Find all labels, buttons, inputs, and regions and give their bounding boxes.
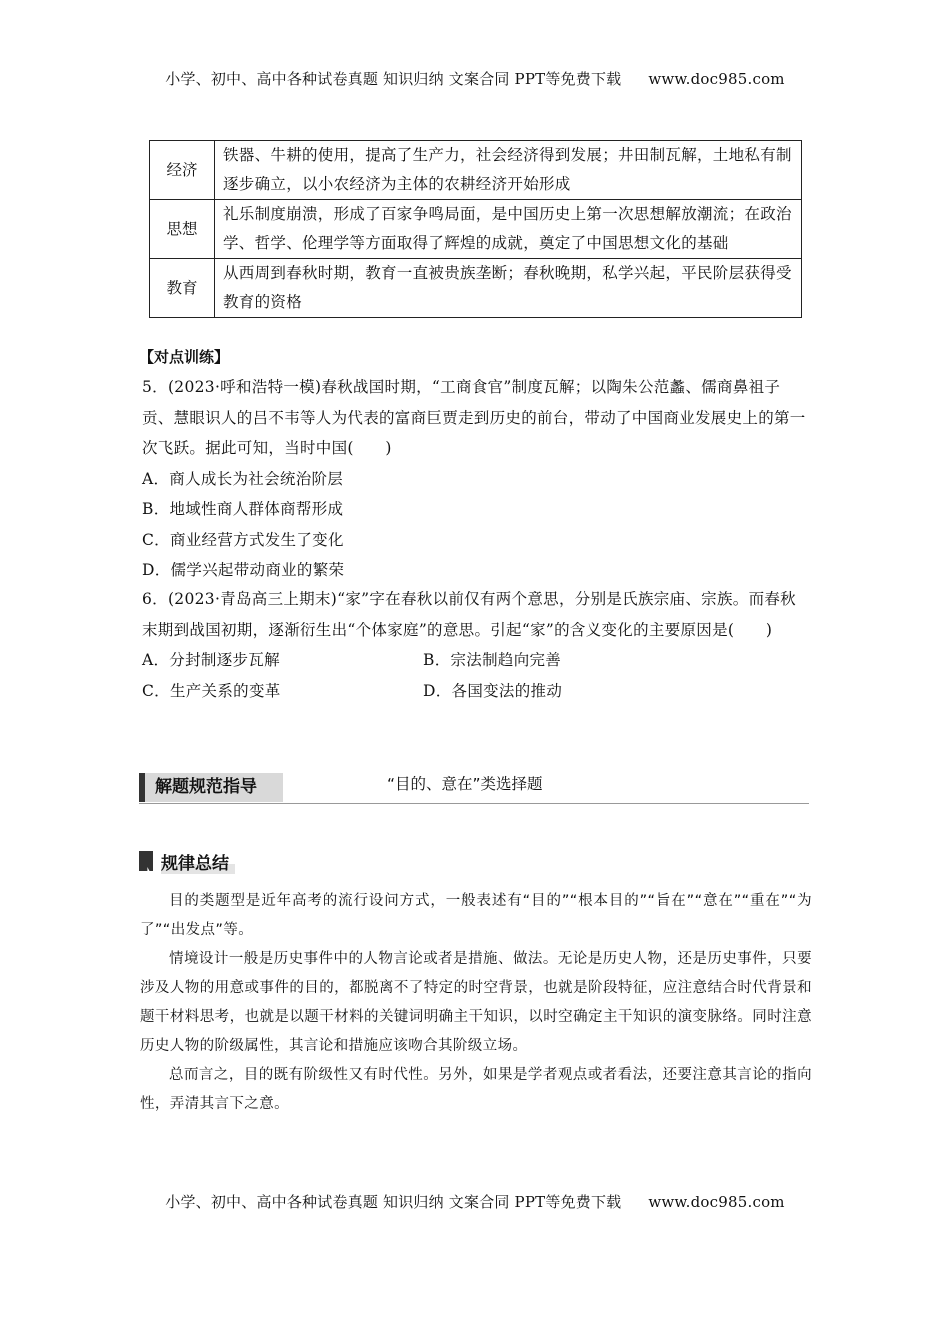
section-banner <box>139 773 809 804</box>
option-d[interactable]: D．各国变法的推动 <box>423 681 563 700</box>
row-value: 礼乐制度崩溃，形成了百家争鸣局面，是中国历史上第一次思想解放潮流；在政治学、哲学、伦理学等方面取得了辉煌的成就，奠定了中国思想文化的基础 <box>215 200 802 259</box>
option-b[interactable]: B．地域性商人群体商帮形成 <box>142 500 344 518</box>
rules-paragraph: 目的类题型是近年高考的流行设问方式，一般表述有“目的”“根本目的”“旨在”“意在”“重在”“为了”“出发点”等。 <box>140 893 812 938</box>
page-header <box>0 68 950 89</box>
footer-text: 小学、初中、高中各种试卷真题 知识归纳 文案合同 PPT等免费下载 <box>165 1193 622 1211</box>
page-footer <box>0 1191 950 1212</box>
banner-tag: 解题规范指导 <box>139 773 283 802</box>
option-c[interactable]: C．生产关系的变革 <box>142 681 281 700</box>
summary-table <box>149 140 802 318</box>
options-row <box>142 676 810 707</box>
question-stem: 5．(2023·呼和浩特一模)春秋战国时期，“工商食官”制度瓦解；以陶朱公范蠡、儒商鼻祖子贡、慧眼识人的吕不韦等人为代表的富商巨贾走到历史的前台，带动了中国商业发展史上的第一次飞跃。据此可知，当时中国( ) <box>142 378 806 457</box>
question-6 <box>142 584 810 706</box>
row-key: 思想 <box>150 200 215 259</box>
table-row <box>150 200 802 259</box>
header-text: 小学、初中、高中各种试卷真题 知识归纳 文案合同 PPT等免费下载 <box>165 70 622 88</box>
heading-bar-icon <box>139 851 153 871</box>
rules-body <box>140 887 812 1119</box>
row-value: 从西周到春秋时期，教育一直被贵族垄断；春秋晚期，私学兴起，平民阶层获得受教育的资格 <box>215 259 802 318</box>
option-a[interactable]: A．分封制逐步瓦解 <box>142 651 280 669</box>
header-site-link[interactable]: www.doc985.com <box>648 70 785 88</box>
banner-subtitle: “目的、意在”类选择题 <box>387 775 543 793</box>
option-c[interactable]: C．商业经营方式发生了变化 <box>142 530 344 549</box>
question-stem: 6．(2023·青岛高三上期末)“家”字在春秋以前仅有两个意思，分别是氏族宗庙、宗族。而春秋末期到战国初期，逐渐衍生出“个体家庭”的意思。引起“家”的含义变化的主要原因是( ) <box>142 590 796 639</box>
rules-heading <box>139 849 235 873</box>
options-row <box>142 645 810 676</box>
option-d[interactable]: D．儒学兴起带动商业的繁荣 <box>142 561 345 579</box>
table-row <box>150 141 802 200</box>
rules-paragraph: 情境设计一般是历史事件中的人物言论或者是措施、做法。无论是历史人物，还是历史事件，只要涉及人物的用意或事件的目的，都脱离不了特定的时空背景，也就是阶段特征，应注意结合时代背景和题干材料思考，也就是以题干材料的关键词明确主干知识，以时空确定主干知识的演变脉络。同时注意历史人物的阶级属性，其言论和措施应该吻合其阶级立场。 <box>140 951 812 1054</box>
row-key: 经济 <box>150 141 215 200</box>
option-b[interactable]: B．宗法制趋向完善 <box>423 651 562 669</box>
option-a[interactable]: A．商人成长为社会统治阶层 <box>142 469 344 488</box>
footer-site-link[interactable]: www.doc985.com <box>648 1193 785 1211</box>
table-row <box>150 259 802 318</box>
question-5 <box>142 372 810 586</box>
row-key: 教育 <box>150 259 215 318</box>
rules-title: 规律总结 <box>161 849 235 874</box>
row-value: 铁器、牛耕的使用，提高了生产力，社会经济得到发展；井田制瓦解，土地私有制逐步确立，以小农经济为主体的农耕经济开始形成 <box>215 141 802 200</box>
practice-title: 【对点训练】 <box>139 348 230 366</box>
rules-paragraph: 总而言之，目的既有阶级性又有时代性。另外，如果是学者观点或者看法，还要注意其言论的指向性，弄清其言下之意。 <box>140 1067 812 1112</box>
